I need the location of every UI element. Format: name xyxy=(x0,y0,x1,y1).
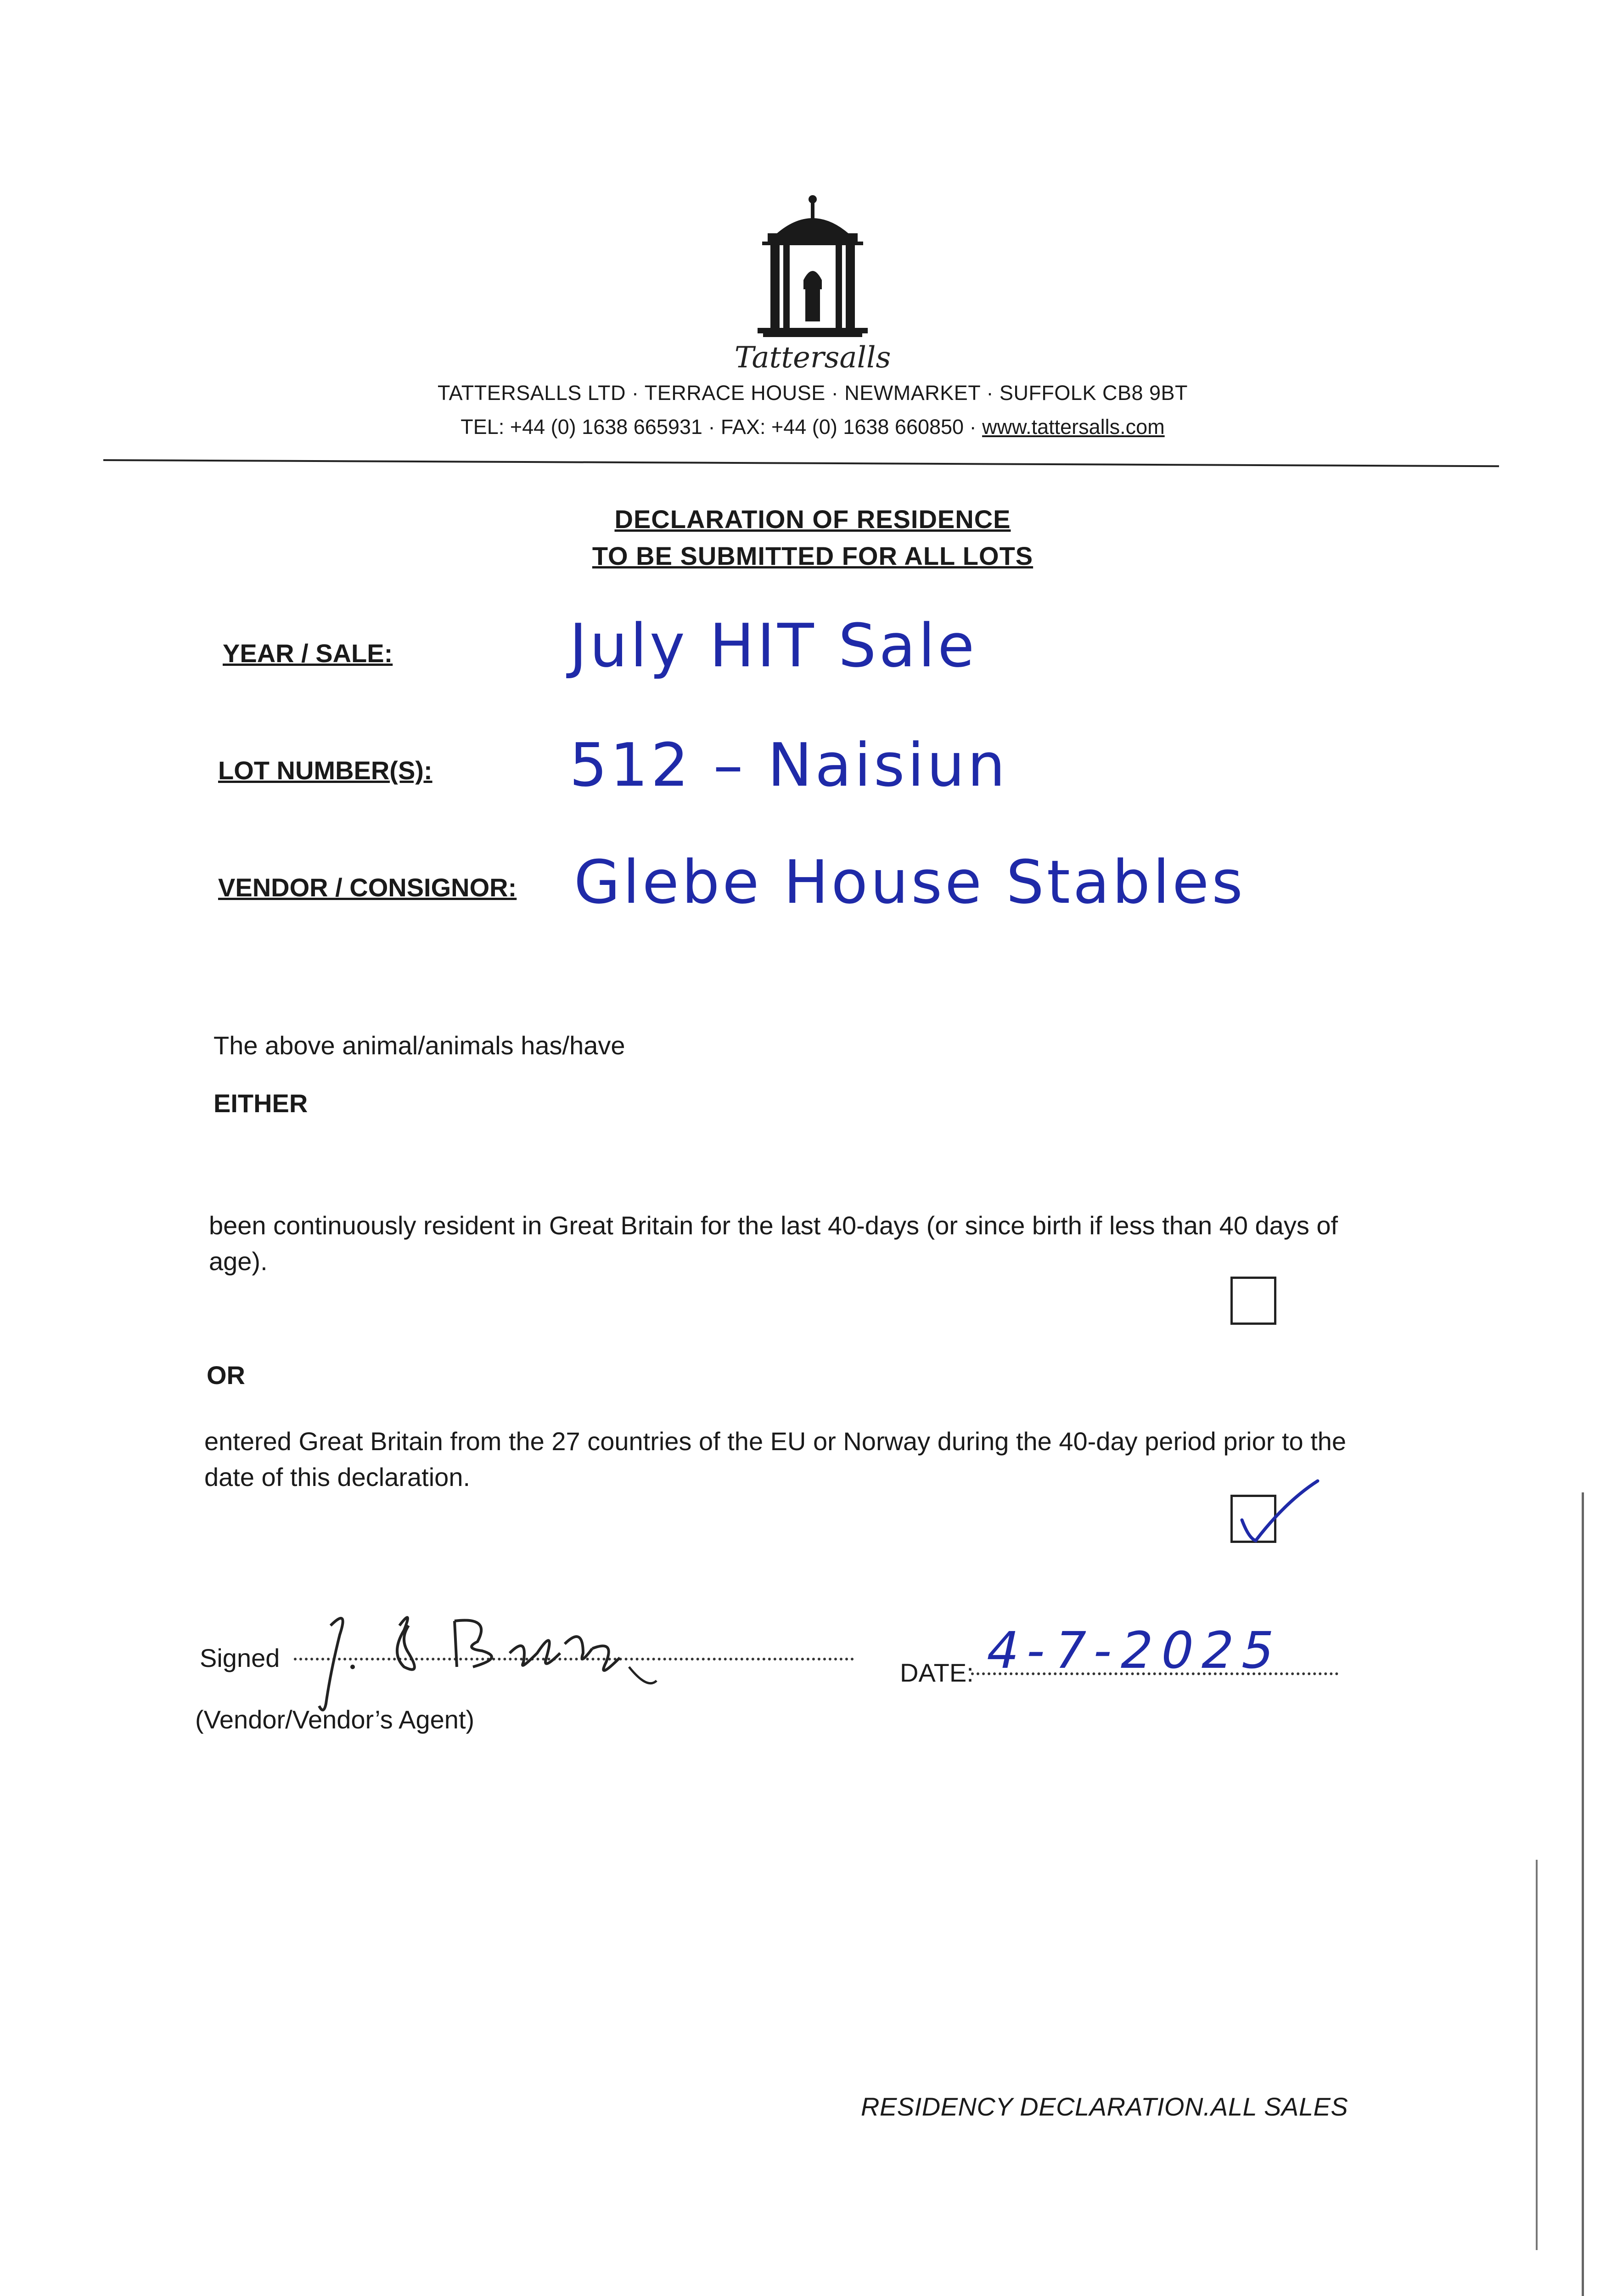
scan-edge-line xyxy=(1536,1860,1538,2250)
year-sale-label: YEAR / SALE: xyxy=(223,639,393,668)
header-divider xyxy=(103,459,1499,467)
address-line: TATTERSALLS LTD · TERRACE HOUSE · NEWMARKET · SUFFOLK CB8 9BT xyxy=(437,381,1188,405)
document-title: DECLARATION OF RESIDENCE xyxy=(614,505,1011,534)
date-label: DATE: xyxy=(900,1658,974,1687)
option-resident-checkbox[interactable] xyxy=(1230,1277,1276,1325)
signature-image[interactable] xyxy=(298,1598,712,1717)
option-resident-text: been continuously resident in Great Britain for the last 40-days (or since birth if less than 40 days of age). xyxy=(209,1211,1338,1276)
or-heading: OR xyxy=(207,1361,245,1390)
signer-role: (Vendor/Vendor’s Agent) xyxy=(195,1705,475,1734)
date-field[interactable]: 4-7-2025 xyxy=(981,1621,1289,1680)
form-footer: RESIDENCY DECLARATION.ALL SALES xyxy=(861,2092,1348,2121)
website-link[interactable]: www.tattersalls.com xyxy=(982,415,1165,439)
contact-line xyxy=(275,415,1350,439)
tattersalls-logo xyxy=(758,193,868,344)
signed-label: Signed xyxy=(200,1643,280,1672)
option-entered-text: entered Great Britain from the 27 countries of the EU or Norway during the 40-day period prior to the date of this declaration. xyxy=(204,1427,1347,1491)
vendor-label: VENDOR / CONSIGNOR: xyxy=(218,873,517,902)
checkmark-icon xyxy=(1230,1474,1322,1548)
vendor-field[interactable]: Glebe House Stables xyxy=(574,847,1246,917)
lot-number-label: LOT NUMBER(S): xyxy=(218,756,432,785)
year-sale-field[interactable]: July HIT Sale xyxy=(569,611,977,681)
scan-edge-line xyxy=(1582,1492,1584,2296)
either-heading: EITHER xyxy=(213,1089,308,1118)
brand-name: Tattersalls xyxy=(734,341,891,375)
lot-number-field[interactable]: 512 – Naisiun xyxy=(569,730,1008,800)
intro-text: The above animal/animals has/have xyxy=(213,1031,625,1060)
contact-numbers: TEL: +44 (0) 1638 665931 · FAX: +44 (0) 1638 660850 · xyxy=(461,415,983,439)
document-subtitle: TO BE SUBMITTED FOR ALL LOTS xyxy=(592,541,1033,570)
